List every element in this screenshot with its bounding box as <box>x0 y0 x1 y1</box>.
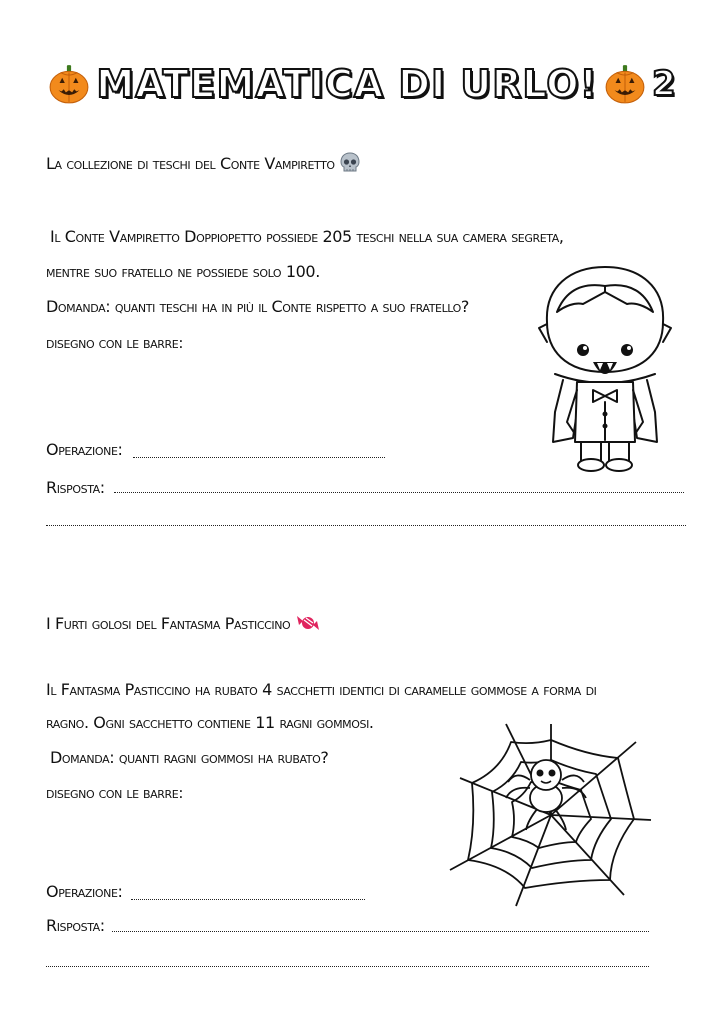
problem1-question: Domanda: quanti teschi ha in più il Conte rispetto a suo fratello? <box>46 297 469 316</box>
problem2-question: Domanda: quanti ragni gommosi ha rubato? <box>50 748 329 767</box>
problem2-answer-label: Risposta: <box>46 916 105 935</box>
problem1-heading <box>46 152 361 174</box>
page-title: MATEMATICA DI URLO! <box>96 62 598 106</box>
problem1-text-line1: Il Conte Vampiretto Doppiopetto possiede 205 teschi nella sua camera segreta, <box>50 227 564 246</box>
problem2-heading-text: I Furti golosi del Fantasma Pasticcino <box>46 614 291 633</box>
page-header <box>0 62 724 122</box>
pumpkin-icon <box>604 63 646 105</box>
problem1-answer-label: Risposta: <box>46 478 105 497</box>
vampire-illustration <box>535 262 675 477</box>
problem2-text-line1: Il Fantasma Pasticcino ha rubato 4 sacchetti identici di caramelle gommose a forma di <box>46 680 597 699</box>
problem2-text-line2: ragno. Ogni sacchetto contiene 11 ragni gommosi. <box>46 713 374 732</box>
problem1-drawing-label: disegno con le barre: <box>46 334 183 352</box>
problem2-operation-label: Operazione: <box>46 882 123 901</box>
problem1-operation-field[interactable] <box>133 457 385 458</box>
problem1-operation-label: Operazione: <box>46 440 123 459</box>
pumpkin-icon <box>48 63 90 105</box>
spider-web-illustration <box>446 720 656 910</box>
problem1-answer-field-line2[interactable] <box>46 525 686 526</box>
candy-icon <box>295 612 321 634</box>
problem1-text-line2: mentre suo fratello ne possiede solo 100. <box>46 262 320 281</box>
worksheet-number: 2 <box>651 64 676 104</box>
problem1-heading-text: La collezione di teschi del Conte Vampiretto <box>46 154 335 173</box>
problem2-answer-field[interactable] <box>112 931 649 932</box>
problem1-answer-field[interactable] <box>114 492 684 493</box>
problem2-operation-field[interactable] <box>131 899 365 900</box>
problem2-heading <box>46 612 321 634</box>
problem2-answer-field-line2[interactable] <box>46 966 649 967</box>
problem2-drawing-label: disegno con le barre: <box>46 784 183 802</box>
skull-icon <box>339 152 361 174</box>
